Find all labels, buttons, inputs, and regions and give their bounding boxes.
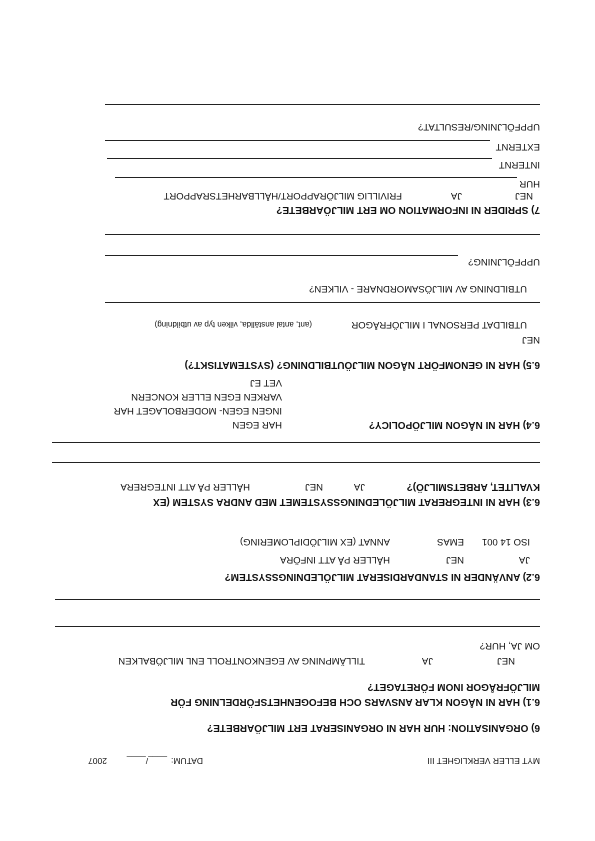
q7-how-label: HUR <box>519 178 540 189</box>
answer-line[interactable] <box>105 302 540 303</box>
q6-5-option-samordnare[interactable]: UTBILDNING AV MILJÖSAMORDNARE - VILKEN? <box>309 283 527 294</box>
q6-1-option-nej[interactable]: NEJ <box>497 655 515 666</box>
q6-4-question: 6.4) HAR NI NÅGON MILJÖPOLICY? <box>368 419 540 430</box>
q6-2-system-iso[interactable]: ISO 14 001 <box>481 536 530 547</box>
q6-5-option-nej[interactable]: NEJ <box>522 334 540 345</box>
answer-line[interactable] <box>105 234 540 235</box>
q7-option-nej[interactable]: NEJ <box>515 190 533 201</box>
answer-line[interactable] <box>105 140 490 141</box>
q6-3-option-haller-pa[interactable]: HÅLLER PÅ ATT INTEGRERA <box>120 481 250 492</box>
q6-4-option-varken[interactable]: VARKEN EGEN ELLER KONCERN <box>131 391 282 402</box>
document-header-title: MYT ELLER VERKLIGHET III <box>427 756 540 766</box>
q6-5-follow-up: UPPFÖLJNING? <box>468 256 540 267</box>
q6-3-line-1: 6.3) HAR NI INTEGRERAT MILJÖLEDNINGSSYSTEMET MED ANDRA SYSTEM (EX <box>153 496 540 507</box>
q7-internal-label: INTERNT <box>498 159 540 170</box>
q7-followup-label: UPPFÖLJNING/RESULTAT? <box>418 121 540 132</box>
q6-3-line-2: KVALITET, ARBETSMILJÖ)? <box>406 481 540 492</box>
q6-3-option-nej[interactable]: NEJ <box>305 481 323 492</box>
section-7-title: 7) SPRIDER NI INFORMATION OM ERT MILJÖARBETE? <box>276 204 540 215</box>
answer-line[interactable] <box>105 104 540 105</box>
q6-4-option-moderbolaget[interactable]: INGEN EGEN- MODERBOLAGET HAR <box>113 405 282 416</box>
q6-5-note: (ant, antal anställda, vilken typ av utbildning) <box>154 320 312 329</box>
q7-option-frivillig-rapport[interactable]: FRIVILLIG MILJÖRAPPORT/HÅLLBARHETSRAPPORT <box>163 190 402 201</box>
answer-line[interactable] <box>55 599 540 600</box>
answer-line[interactable] <box>55 626 540 627</box>
answer-line[interactable] <box>52 462 540 463</box>
date-blank[interactable]: ____/____ <box>126 756 167 766</box>
q6-3-option-ja[interactable]: JA <box>353 481 365 492</box>
q6-1-line-1: 6.1) HAR NI NÅGON KLAR ANSVARS OCH BEFOGENHETSFÖRDELNING FÖR <box>170 696 540 707</box>
answer-line[interactable] <box>105 255 458 256</box>
answer-line[interactable] <box>107 158 492 159</box>
answer-line[interactable] <box>52 442 540 443</box>
q6-2-system-annat[interactable]: ANNAT (EX MILJÖDIPLOMERING) <box>239 536 390 547</box>
q6-2-question: 6.2) ANVÄNDER NI STANDARDISERAT MILJÖLEDNINGSSYSTEM? <box>224 571 540 582</box>
q6-2-option-nej[interactable]: NEJ <box>446 554 464 565</box>
answer-line[interactable] <box>115 177 517 178</box>
q6-5-question: 6.5) HAR NI GENOMFÖRT NÅGON MILJÖUTBILDNING? (SYSTEMATISKT?) <box>184 359 540 370</box>
q6-4-option-vet-ej[interactable]: VET EJ <box>249 377 282 388</box>
date-label: DATUM: <box>171 756 203 766</box>
q6-2-system-emas[interactable]: EMAS <box>437 536 464 547</box>
q6-1-line-2: MILJÖFRÅGOR INOM FÖRETAGET? <box>367 681 540 692</box>
q6-2-option-ja[interactable]: JA <box>518 554 530 565</box>
q6-1-option-ja[interactable]: JA <box>421 655 433 666</box>
q6-5-option-utbildat[interactable]: UTBILDAT PERSONAL I MILJÖFRÅGOR <box>351 319 527 330</box>
q6-1-follow-up: OM JA, HUR? <box>479 640 540 651</box>
q6-1-option-egenkontroll[interactable]: TILLÄMPNING AV EGENKONTROLL ENL MILJÖBALKEN <box>118 655 365 666</box>
q6-4-option-har-egen[interactable]: HAR EGEN <box>232 419 282 430</box>
q6-2-option-haller-pa[interactable]: HÅLLER PÅ ATT INFÖRA <box>280 554 390 565</box>
date-year: 2007 <box>88 756 107 766</box>
q7-option-ja[interactable]: JA <box>450 190 462 201</box>
q7-external-label: EXTERNT <box>495 141 540 152</box>
section-6-title: 6) ORGANISATION: HUR HAR NI ORGANISERAT ERT MILJÖARBETE? <box>207 722 540 733</box>
